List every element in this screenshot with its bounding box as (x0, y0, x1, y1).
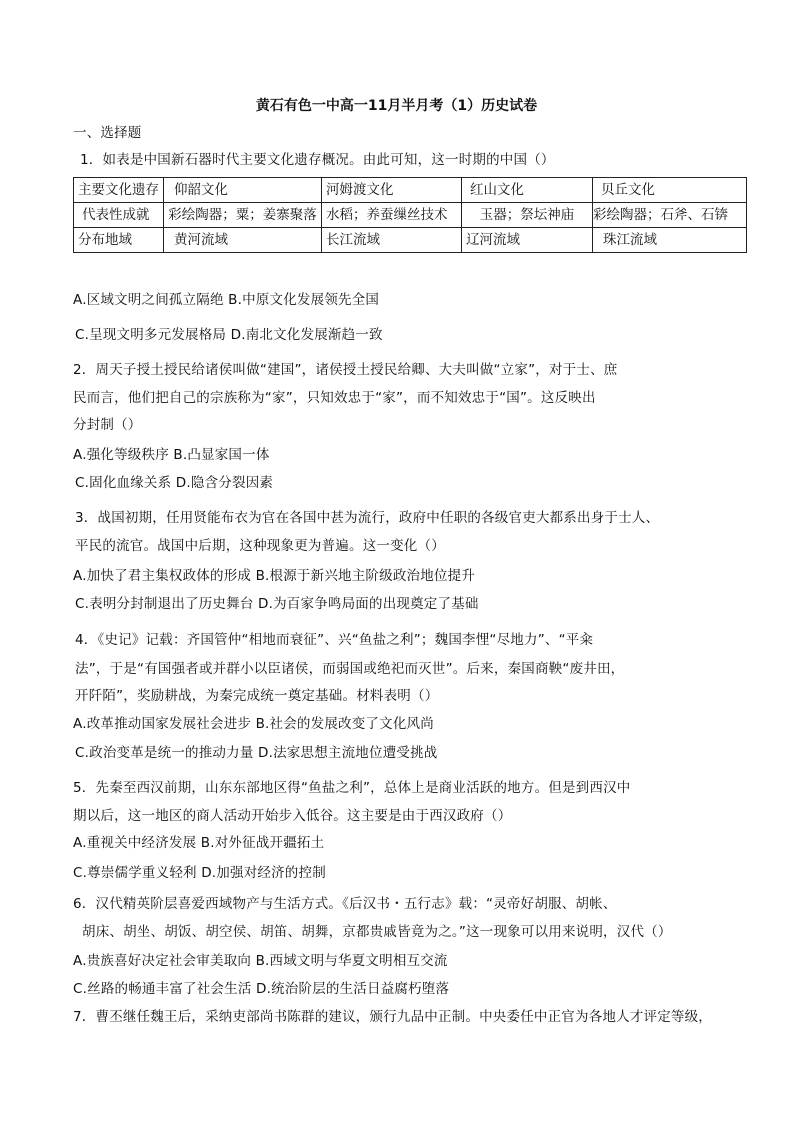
table-cell: 主要文化遗存 (74, 178, 164, 203)
table-cell: 彩绘陶器；石斧、石锛 (593, 203, 747, 228)
question-4-stem-line-3: 开阡陌”，奖励耕战，为秦完成统一奠定基础。材料表明（） (75, 688, 439, 704)
table-row (74, 203, 747, 228)
table-cell: 分布地域 (74, 228, 164, 253)
question-5-option-ab: A.重视关中经济发展 B.对外征战开疆拓土 (73, 835, 325, 851)
question-3-stem-line-1: 3．战国初期，任用贤能布衣为官在各国中甚为流行，政府中任职的各级官吏大都系出身于士人、 (75, 510, 660, 526)
question-6-option-cd: C.丝路的畅通丰富了社会生活 D.统治阶层的生活日益腐朽堕落 (73, 981, 450, 997)
question-1-option-ab: A.区域文明之间孤立隔绝 B.中原文化发展领先全国 (73, 292, 380, 308)
question-4-stem-line-1: 4．《史记》记载：齐国管仲“相地而衰征”、兴“鱼盐之利”；魏国李悝“尽地力”、“平籴 (75, 632, 594, 648)
table-cell: 河姆渡文化 (322, 178, 462, 203)
question-6-stem-line-2: 胡床、胡坐、胡饭、胡空侯、胡笛、胡舞，京都贵戚皆竟为之。”这一现象可以用来说明，汉代（） (82, 924, 672, 940)
table-cell: 珠江流域 (593, 228, 747, 253)
question-1-stem: 1．如表是中国新石器时代主要文化遗存概况。由此可知，这一时期的中国（） (80, 152, 555, 168)
table-cell: 水稻；养蚕缫丝技术 (322, 203, 462, 228)
culture-table (73, 177, 747, 253)
table-cell: 辽河流域 (462, 228, 593, 253)
question-1-option-cd: C.呈现文明多元发展格局 D.南北文化发展渐趋一致 (75, 327, 383, 343)
table-cell: 玉器；祭坛神庙 (462, 203, 593, 228)
table-cell: 代表性成就 (74, 203, 164, 228)
question-6-stem-line-1: 6．汉代精英阶层喜爱西域物产与生活方式。《后汉书・五行志》载：“灵帝好胡服、胡帐、 (73, 896, 617, 912)
question-5-stem-line-2: 期以后，这一地区的商人活动开始步入低谷。这主要是由于西汉政府（） (73, 808, 512, 824)
table-cell: 红山文化 (462, 178, 593, 203)
question-5-option-cd: C.尊崇儒学重义轻利 D.加强对经济的控制 (73, 865, 326, 881)
question-2-stem-line-2: 民而言，他们把自己的宗族称为“家”，只知效忠于“家”，而不知效忠于“国”。这反映出 (73, 390, 596, 406)
table-row (74, 228, 747, 253)
question-5-stem-line-1: 5．先秦至西汉前期，山东东部地区得“鱼盐之利”，总体上是商业活跃的地方。但是到西汉中 (73, 780, 631, 796)
table-cell: 彩绘陶器；粟；姜寨聚落 (164, 203, 322, 228)
question-2-option-ab: A.强化等级秩序 B.凸显家国一体 (73, 447, 270, 463)
question-2-stem-line-1: 2．周天子授土授民给诸侯叫做“建国”，诸侯授土授民给卿、大夫叫做“立家”，对于士、庶 (73, 362, 618, 378)
question-3-option-ab: A.加快了君主集权政体的形成 B.根源于新兴地主阶级政治地位提升 (73, 568, 476, 584)
question-3-stem-line-2: 平民的流官。战国中后期，这种现象更为普遍。这一变化（） (75, 538, 445, 554)
exam-title: 黄石有色一中高一11月半月考（1）历史试卷 (255, 98, 538, 114)
question-7-stem-line-1: 7．曹丕继任魏王后，采纳吏部尚书陈群的建议，颁行九品中正制。中央委任中正官为各地人才评定等级， (73, 1009, 712, 1025)
section-heading: 一、选择题 (73, 125, 142, 141)
question-2-stem-line-3: 分封制（） (73, 417, 142, 433)
table-cell: 贝丘文化 (593, 178, 747, 203)
table-cell: 长江流域 (322, 228, 462, 253)
table-row (74, 178, 747, 203)
question-3-option-cd: C.表明分封制退出了历史舞台 D.为百家争鸣局面的出现奠定了基础 (75, 596, 479, 612)
question-4-option-ab: A.改革推动国家发展社会进步 B.社会的发展改变了文化风尚 (73, 716, 434, 732)
question-2-option-cd: C.固化血缘关系 D.隐含分裂因素 (75, 475, 274, 491)
question-4-stem-line-2: 法”，于是“有国强者或并群小以臣诸侯，而弱国或绝祀而灭世”。后来，秦国商鞅“废井田， (75, 661, 625, 677)
question-4-option-cd: C.政治变革是统一的推动力量 D.法家思想主流地位遭受挑战 (75, 745, 438, 761)
question-6-option-ab: A.贵族喜好决定社会审美取向 B.西域文明与华夏文明相互交流 (73, 953, 448, 969)
table-cell: 黄河流域 (164, 228, 322, 253)
table-cell: 仰韶文化 (164, 178, 322, 203)
